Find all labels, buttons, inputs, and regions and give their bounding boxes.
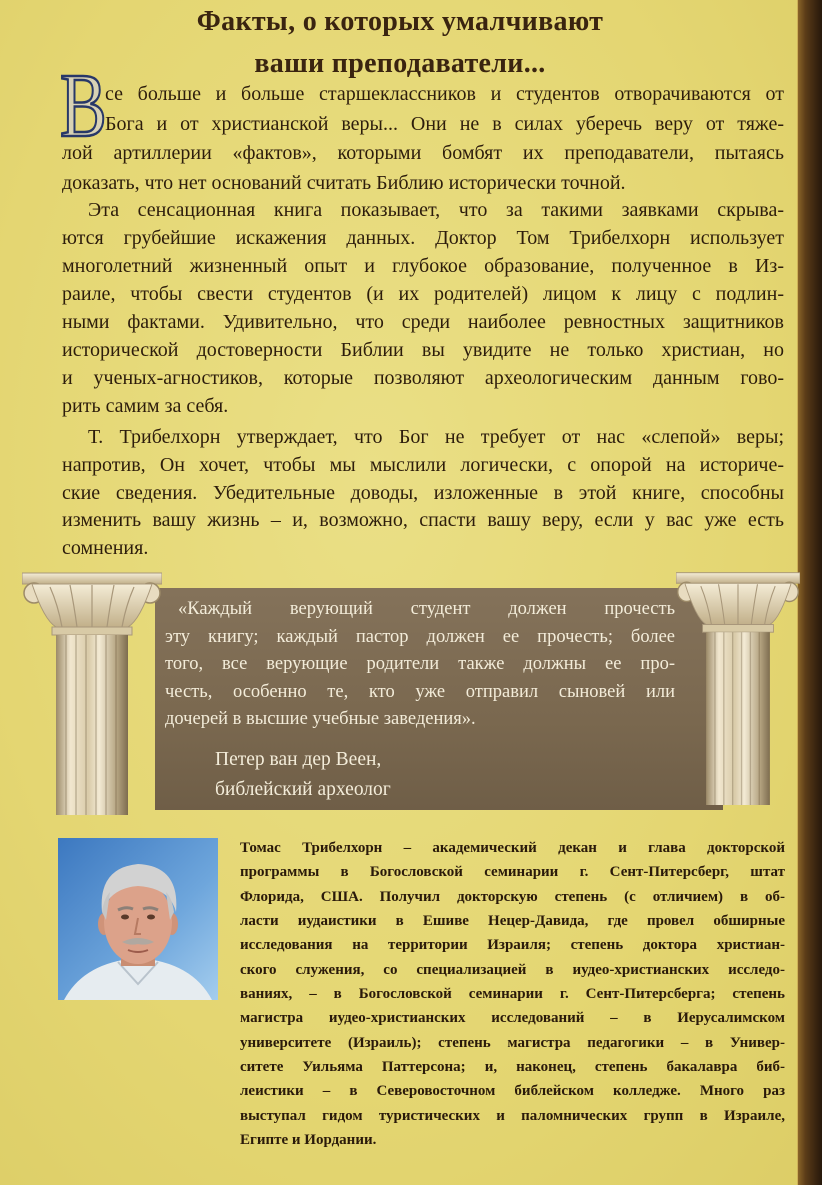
text-line: изменить вашу жизнь – и, возможно, спасти вашу веру, если у вас уже есть bbox=[62, 509, 784, 532]
book-edge-strip bbox=[797, 0, 822, 1185]
endorsement-quote bbox=[165, 596, 675, 734]
quote-line: того, все верующие родители также должны ее про- bbox=[165, 654, 675, 674]
page-title-line-2: ваши преподаватели... bbox=[254, 48, 546, 79]
bio-line: ситете Уильяма Паттерсона; и, наконец, степень бакалавра биб- bbox=[240, 1058, 785, 1075]
text-line: и ученых-агностиков, которые позволяют археологическим данным гово- bbox=[62, 367, 784, 389]
quote-line: дочерей в высшие учебные заведения». bbox=[165, 709, 476, 729]
page-title-line-1: Факты, о которых умалчивают bbox=[196, 6, 604, 37]
text-line: Т. Трибелхорн утверждает, что Бог не требует от нас «слепой» веры; bbox=[88, 426, 784, 448]
text-line: доказать, что нет оснований считать Библию исторически точной. bbox=[62, 171, 626, 194]
text-line: напротив, Он хочет, чтобы мы мыслили логически, с опорой на историче- bbox=[62, 453, 784, 476]
text-line: раиле, чтобы свести студентов (и их родителей) лицом к лицу с подлин- bbox=[62, 283, 784, 305]
text-line: лой артиллерии «фактов», которыми бомбят их преподаватели, пытаясь bbox=[62, 142, 784, 164]
bio-line: леистики – в Северовосточном библейском колледже. Много раз bbox=[240, 1083, 785, 1100]
bio-line: ского служения, со специализацией в иудео-христианских исследо- bbox=[240, 961, 785, 978]
quote-line: «Каждый верующий студент должен прочесть bbox=[178, 599, 675, 619]
author-bio bbox=[240, 836, 785, 1152]
left-column-illustration bbox=[22, 565, 162, 815]
text-line: Бога и от христианской веры... Они не в силах уберечь веру от тяже- bbox=[105, 112, 784, 135]
quote-line: эту книгу; каждый пастор должен ее прочесть; более bbox=[165, 626, 675, 647]
bio-line: выступал гидом туристических и паломнических групп в Израиле, bbox=[240, 1107, 785, 1124]
quote-line: честь, особенно те, кто уже отправил сыновей или bbox=[165, 681, 675, 702]
quote-attribution bbox=[215, 745, 391, 805]
intro-paragraph-1 bbox=[62, 80, 784, 198]
bio-line: Египте и Иордании. bbox=[240, 1131, 377, 1148]
text-line: рить самим за себя. bbox=[62, 395, 229, 417]
text-line: Эта сенсационная книга показывает, что за такими заявками скрыва- bbox=[88, 199, 784, 221]
text-line: се больше и больше старшеклассников и студентов отворачиваются от bbox=[105, 83, 784, 105]
bio-line: Флорида, США. Получил докторскую степень (с отличием) в об- bbox=[240, 888, 785, 905]
bio-line: Томас Трибелхорн – академический декан и глава докторской bbox=[240, 840, 785, 856]
text-line: ются грубейшие искажения данных. Доктор Том Трибелхорн использует bbox=[62, 227, 784, 249]
bio-line: программы в Богословской семинарии г. Сент-Питерсберг, штат bbox=[240, 864, 785, 881]
quote-author: Петер ван дер Веен, bbox=[215, 749, 382, 770]
bio-line: ласти иудаистики в Ешиве Нецер-Давида, где провел обширные bbox=[240, 912, 785, 929]
intro-paragraph-2 bbox=[62, 196, 784, 420]
bio-line: университете (Израиль); степень магистра педагогики – в Универ- bbox=[240, 1034, 785, 1051]
text-line: исторической достоверности Библии вы увидите не только христиан, но bbox=[62, 339, 784, 361]
text-line: ские сведения. Убедительные доводы, изложенные в этой книге, способны bbox=[62, 481, 784, 504]
right-column-illustration bbox=[676, 565, 800, 805]
drop-cap: В bbox=[60, 56, 107, 157]
intro-paragraph-3 bbox=[62, 424, 784, 563]
quote-author-title: библейский археолог bbox=[215, 779, 391, 800]
text-line: сомнения. bbox=[62, 537, 149, 560]
bio-line: исследования на территории Израиля; степень доктора христиан- bbox=[240, 937, 785, 954]
text-line: многолетний жизненный опыт и глубокое образование, полученное в Из- bbox=[62, 255, 784, 277]
bio-line: магистра иудео-христианских исследований – в Иерусалимском bbox=[240, 1010, 785, 1027]
bio-line: ваниях, – в Богословской семинарии г. Сент-Питерсберга; степень bbox=[240, 985, 785, 1002]
author-photo bbox=[58, 838, 218, 1000]
text-line: ными фактами. Удивительно, что среди наиболее ревностных защитников bbox=[62, 311, 784, 333]
